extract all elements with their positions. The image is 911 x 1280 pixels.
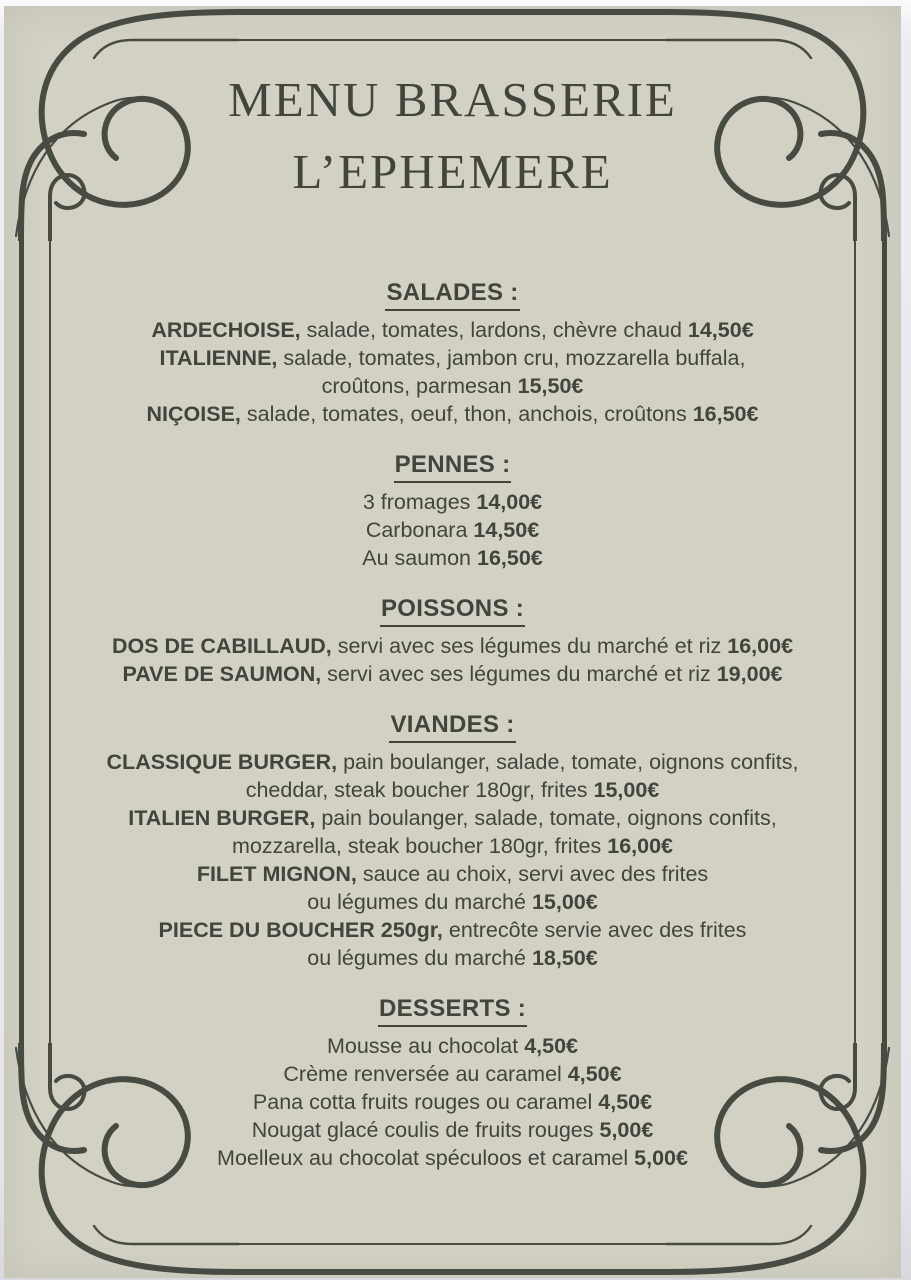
item-price: 14,50€ bbox=[473, 518, 540, 542]
item-name: CLASSIQUE BURGER, bbox=[106, 750, 338, 774]
menu-line bbox=[52, 944, 853, 972]
item-price: 5,00€ bbox=[599, 1118, 654, 1142]
item-price: 5,00€ bbox=[634, 1146, 688, 1170]
menu-title-line1: MENU BRASSERIE bbox=[228, 72, 677, 127]
item-price: 15,00€ bbox=[531, 890, 598, 914]
item-desc: Nougat glacé coulis de fruits rouges bbox=[251, 1118, 600, 1142]
frame-line-bottom-outer bbox=[234, 1269, 671, 1275]
item-name: PAVE DE SAUMON, bbox=[122, 662, 322, 686]
item-name: NIÇOISE, bbox=[146, 402, 241, 426]
section-heading-text: SALADES : bbox=[385, 278, 519, 311]
section-heading bbox=[52, 594, 853, 627]
item-desc: Crème renversée au caramel bbox=[283, 1062, 568, 1086]
item-price: 4,50€ bbox=[598, 1090, 653, 1114]
menu-line bbox=[52, 544, 853, 572]
item-desc: salade, tomates, jambon cru, mozzarella buffala, bbox=[277, 346, 746, 370]
menu-line bbox=[52, 660, 853, 688]
section-heading-text: VIANDES : bbox=[389, 710, 515, 743]
item-desc: entrecôte servie avec des frites bbox=[442, 918, 747, 942]
item-desc: 3 fromages bbox=[362, 490, 477, 514]
item-price: 19,00€ bbox=[716, 662, 783, 686]
item-price: 4,50€ bbox=[524, 1034, 578, 1058]
menu-line bbox=[52, 1088, 853, 1116]
menu-line bbox=[52, 400, 853, 428]
item-price: 4,50€ bbox=[567, 1062, 622, 1086]
item-price: 14,50€ bbox=[687, 318, 754, 342]
section-heading bbox=[52, 994, 853, 1027]
menu-line bbox=[52, 1060, 853, 1088]
item-name: PIECE DU BOUCHER 250gr, bbox=[158, 918, 443, 942]
item-desc: Pana cotta fruits rouges ou caramel bbox=[252, 1090, 599, 1114]
frame-line-left-inner bbox=[49, 236, 51, 1048]
menu-line bbox=[52, 516, 853, 544]
section-heading-text: DESSERTS : bbox=[378, 994, 527, 1027]
item-desc: Au saumon bbox=[362, 546, 477, 570]
item-desc: servi avec ses légumes du marché et riz bbox=[321, 662, 717, 686]
menu-line bbox=[52, 888, 853, 916]
frame-line-right-outer bbox=[882, 236, 887, 1048]
item-name: FILET MIGNON, bbox=[196, 862, 357, 886]
item-desc: servi avec ses légumes du marché et riz bbox=[331, 634, 728, 658]
menu-line bbox=[52, 1032, 853, 1060]
item-desc: salade, tomates, lardons, chèvre chaud bbox=[300, 318, 688, 342]
item-desc: Moelleux au chocolat spéculoos et caramel bbox=[217, 1146, 635, 1170]
menu-line bbox=[52, 1144, 853, 1172]
item-price: 16,50€ bbox=[476, 546, 543, 570]
section-heading bbox=[52, 278, 853, 311]
item-desc: cheddar, steak boucher 180gr, frites bbox=[245, 778, 594, 802]
menu-section bbox=[52, 594, 853, 688]
item-name: ITALIENNE, bbox=[159, 346, 278, 370]
menu-line bbox=[52, 1116, 853, 1144]
item-price: 18,50€ bbox=[531, 946, 598, 970]
section-heading-text: POISSONS : bbox=[380, 594, 525, 627]
menu-line bbox=[52, 916, 853, 944]
item-name: ITALIEN BURGER, bbox=[128, 806, 316, 830]
item-desc: Carbonara bbox=[365, 518, 474, 542]
frame-line-bottom-inner bbox=[234, 1243, 671, 1245]
section-heading bbox=[52, 450, 853, 483]
menu-line bbox=[52, 316, 853, 344]
item-desc: mozzarella, steak boucher 180gr, frites bbox=[231, 834, 608, 858]
item-price: 16,50€ bbox=[692, 402, 759, 426]
menu-sections bbox=[52, 278, 853, 1172]
item-desc: ou légumes du marché bbox=[307, 890, 532, 914]
menu-line bbox=[52, 860, 853, 888]
item-name: DOS DE CABILLAUD, bbox=[111, 634, 332, 658]
item-desc: sauce au choix, servi avec des frites bbox=[356, 862, 709, 886]
item-desc: ou légumes du marché bbox=[307, 946, 532, 970]
menu-line bbox=[52, 748, 853, 776]
item-desc: pain boulanger, salade, tomate, oignons confits, bbox=[315, 806, 777, 830]
menu-line bbox=[52, 776, 853, 804]
menu-sheet bbox=[4, 6, 901, 1278]
menu-section bbox=[52, 278, 853, 428]
item-desc: Mousse au chocolat bbox=[326, 1034, 525, 1058]
item-name: ARDECHOISE, bbox=[151, 318, 301, 342]
item-desc: salade, tomates, oeuf, thon, anchois, croûtons bbox=[240, 402, 693, 426]
menu-line bbox=[52, 488, 853, 516]
menu-line bbox=[52, 372, 853, 400]
section-heading bbox=[52, 710, 853, 743]
menu-line bbox=[52, 804, 853, 832]
menu-section bbox=[52, 994, 853, 1172]
menu-title-line2: L’EPHEMERE bbox=[292, 144, 613, 199]
item-price: 16,00€ bbox=[607, 834, 673, 858]
item-price: 15,00€ bbox=[593, 778, 660, 802]
menu-section bbox=[52, 710, 853, 972]
frame-line-top-outer bbox=[234, 9, 671, 15]
menu-line bbox=[52, 344, 853, 372]
item-price: 15,50€ bbox=[517, 374, 584, 398]
item-desc: croûtons, parmesan bbox=[321, 374, 518, 398]
menu-line bbox=[52, 632, 853, 660]
item-price: 16,00€ bbox=[727, 634, 794, 658]
section-heading-text: PENNES : bbox=[394, 450, 512, 483]
item-desc: pain boulanger, salade, tomate, oignons confits, bbox=[337, 750, 799, 774]
item-price: 14,00€ bbox=[476, 490, 543, 514]
frame-line-left-outer bbox=[19, 236, 24, 1048]
menu-section bbox=[52, 450, 853, 572]
frame-line-top-inner bbox=[234, 39, 671, 41]
menu-title bbox=[4, 64, 901, 208]
frame-line-right-inner bbox=[854, 236, 856, 1048]
menu-line bbox=[52, 832, 853, 860]
